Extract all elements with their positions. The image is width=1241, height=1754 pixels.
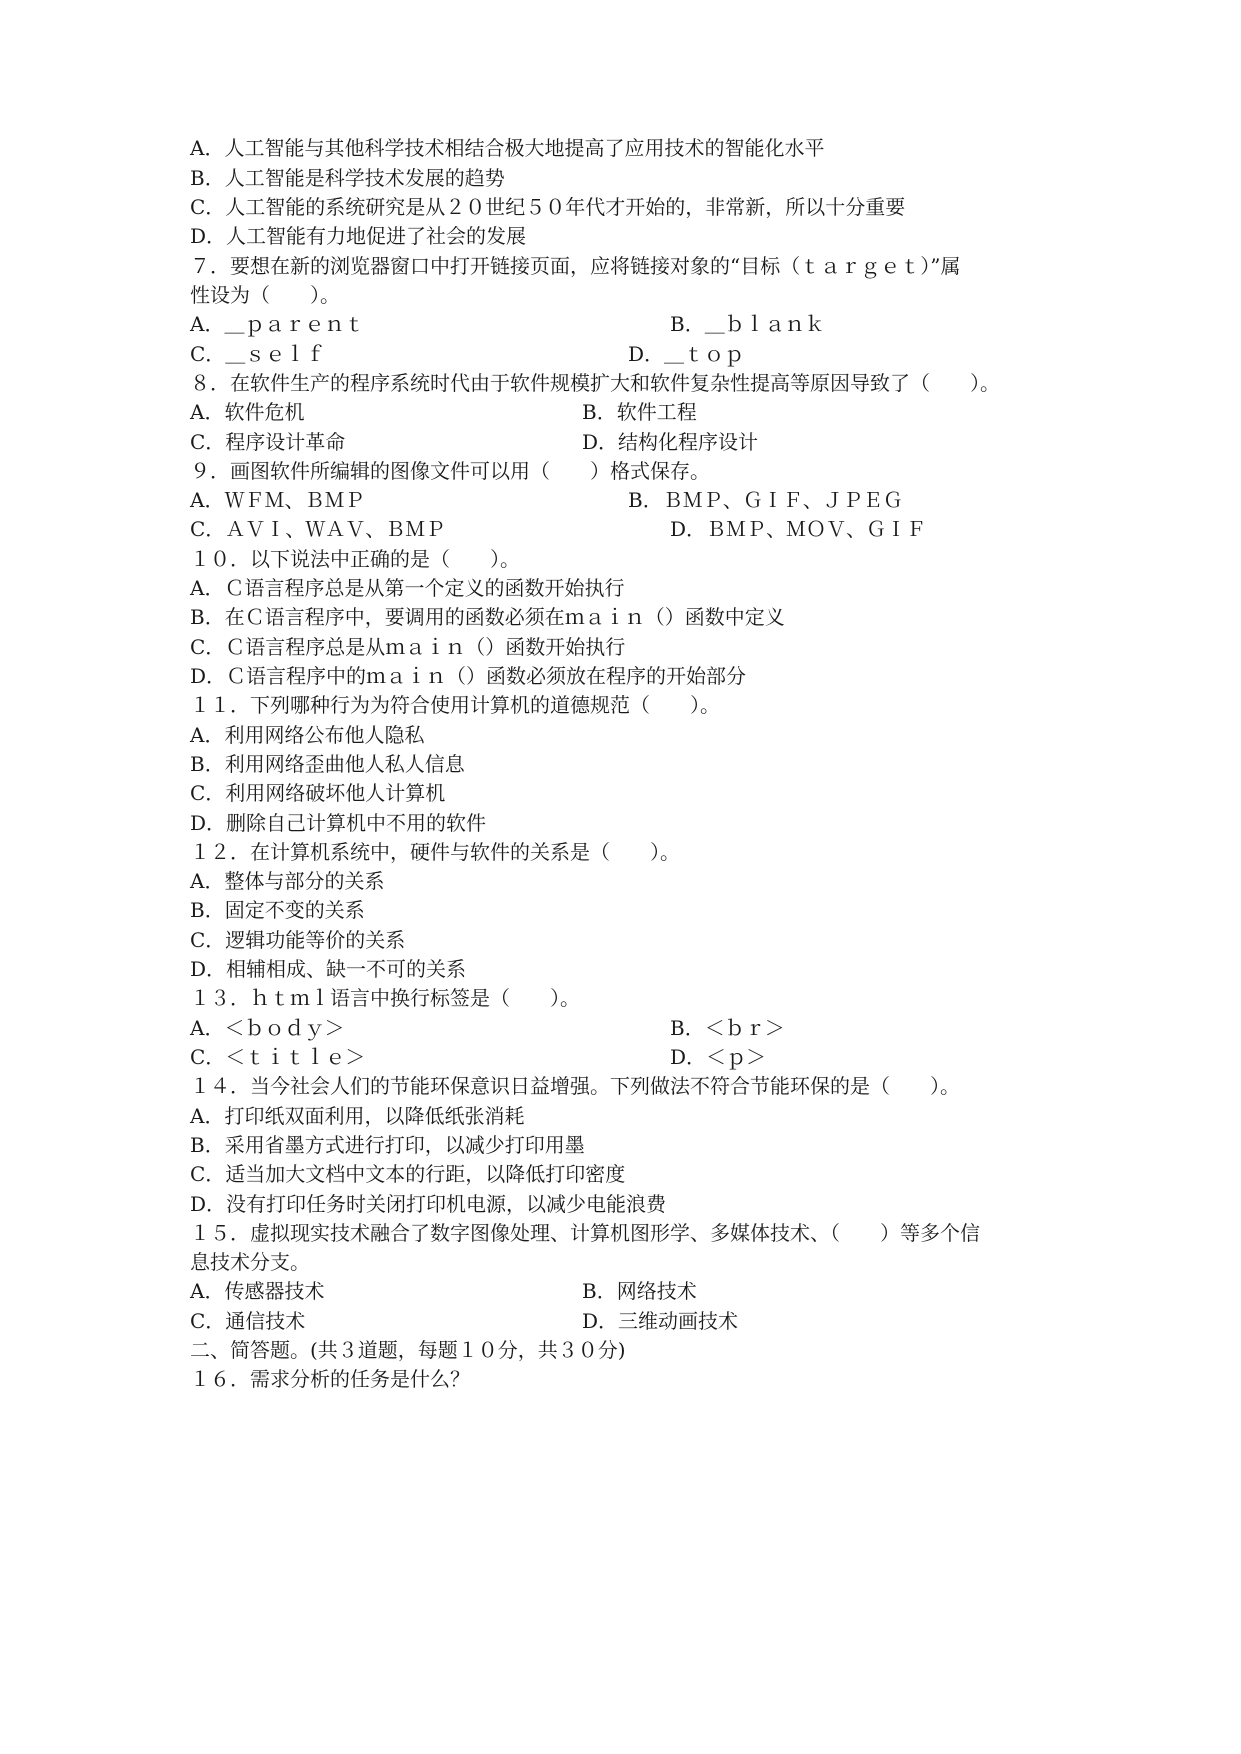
- option-left: C．＜ｔｉｔｌｅ＞: [190, 1045, 366, 1069]
- question-10: １０．以下说法中正确的是（ ）。: [190, 547, 520, 571]
- question-14: １４．当今社会人们的节能环保意识日益增强。下列做法不符合节能环保的是（ ）。: [190, 1074, 960, 1098]
- option-left: C．ＡＶＩ、ＷＡＶ、ＢＭＰ: [190, 517, 446, 541]
- option-row: [190, 1305, 1070, 1337]
- option-line: B．固定不变的关系: [190, 898, 365, 922]
- option-right: B．软件工程: [582, 400, 697, 424]
- option-line: A．人工智能与其他科学技术相结合极大地提高了应用技术的智能化水平: [190, 136, 825, 160]
- option-right: D．＿ｔｏｐ: [628, 342, 745, 366]
- option-left: A．＿ｐａｒｅｎｔ: [190, 312, 365, 336]
- option-left: C．通信技术: [190, 1309, 306, 1333]
- option-line: A．利用网络公布他人隐私: [190, 723, 425, 747]
- question-12: １２．在计算机系统中，硬件与软件的关系是（ ）。: [190, 840, 680, 864]
- option-left: A．ＷＦＭ、ＢＭＰ: [190, 488, 365, 512]
- option-right: B．网络技术: [582, 1279, 697, 1303]
- option-line: B．人工智能是科学技术发展的趋势: [190, 166, 505, 190]
- option-row: [190, 396, 1070, 428]
- option-line: D．相辅相成、缺一不可的关系: [190, 957, 467, 981]
- option-row: [190, 513, 1070, 545]
- option-left: C．程序设计革命: [190, 430, 346, 454]
- option-line: C．利用网络破坏他人计算机: [190, 781, 446, 805]
- option-row: [190, 426, 1070, 458]
- option-row: [190, 1041, 1070, 1073]
- question-15-continued: 息技术分支。: [190, 1250, 310, 1274]
- question-13: １３．ｈｔｍｌ语言中换行标签是（ ）。: [190, 986, 580, 1010]
- option-line: A．打印纸双面利用，以降低纸张消耗: [190, 1104, 525, 1128]
- option-right: D．＜ｐ＞: [670, 1045, 767, 1069]
- option-row: [190, 484, 1070, 516]
- option-line: B．在Ｃ语言程序中，要调用的函数必须在ｍａｉｎ（）函数中定义: [190, 605, 785, 629]
- option-line: D．人工智能有力地促进了社会的发展: [190, 224, 527, 248]
- option-left: A．软件危机: [190, 400, 305, 424]
- option-right: B．＿ｂｌａｎｋ: [670, 312, 825, 336]
- option-row: [190, 308, 1070, 340]
- option-line: C．逻辑功能等价的关系: [190, 928, 406, 952]
- option-row: [190, 1012, 1070, 1044]
- option-right: D．ＢＭＰ、ＭＯＶ、ＧＩＦ: [670, 517, 927, 541]
- option-line: C．Ｃ语言程序总是从ｍａｉｎ（）函数开始执行: [190, 635, 626, 659]
- option-line: A．整体与部分的关系: [190, 869, 385, 893]
- question-7: ７．要想在新的浏览器窗口中打开链接页面，应将链接对象的“目标（ｔａｒｇｅｔ）”属: [190, 254, 961, 278]
- option-right: D．三维动画技术: [582, 1309, 739, 1333]
- question-8: ８．在软件生产的程序系统时代由于软件规模扩大和软件复杂性提高等原因导致了（ ）。: [190, 371, 1000, 395]
- option-left: C．＿ｓｅｌｆ: [190, 342, 326, 366]
- question-16: １６．需求分析的任务是什么？: [190, 1367, 470, 1391]
- option-row: [190, 1275, 1070, 1307]
- question-7-continued: 性设为（ ）。: [190, 283, 340, 307]
- option-line: D．删除自己计算机中不用的软件: [190, 811, 487, 835]
- option-line: C．适当加大文档中文本的行距，以降低打印密度: [190, 1162, 626, 1186]
- option-row: [190, 338, 1070, 370]
- option-line: A．Ｃ语言程序总是从第一个定义的函数开始执行: [190, 576, 625, 600]
- option-right: B．＜ｂｒ＞: [670, 1016, 785, 1040]
- option-right: B．ＢＭＰ、ＧＩＦ、ＪＰＥＧ: [628, 488, 903, 512]
- option-line: B．采用省墨方式进行打印，以减少打印用墨: [190, 1133, 585, 1157]
- option-line: C．人工智能的系统研究是从２０世纪５０年代才开始的，非常新，所以十分重要: [190, 195, 906, 219]
- option-line: D．Ｃ语言程序中的ｍａｉｎ（）函数必须放在程序的开始部分: [190, 664, 747, 688]
- option-line: D．没有打印任务时关闭打印机电源，以减少电能浪费: [190, 1192, 667, 1216]
- option-left: A．＜ｂｏｄｙ＞: [190, 1016, 345, 1040]
- option-right: D．结构化程序设计: [582, 430, 759, 454]
- question-15: １５．虚拟现实技术融合了数字图像处理、计算机图形学、多媒体技术、（ ）等多个信: [190, 1221, 980, 1245]
- question-11: １１．下列哪种行为为符合使用计算机的道德规范（ ）。: [190, 693, 720, 717]
- section-heading: 二、简答题。(共３道题，每题１０分，共３０分): [190, 1338, 626, 1362]
- question-9: ９．画图软件所编辑的图像文件可以用（ ）格式保存。: [190, 459, 710, 483]
- option-left: A．传感器技术: [190, 1279, 325, 1303]
- option-line: B．利用网络歪曲他人私人信息: [190, 752, 465, 776]
